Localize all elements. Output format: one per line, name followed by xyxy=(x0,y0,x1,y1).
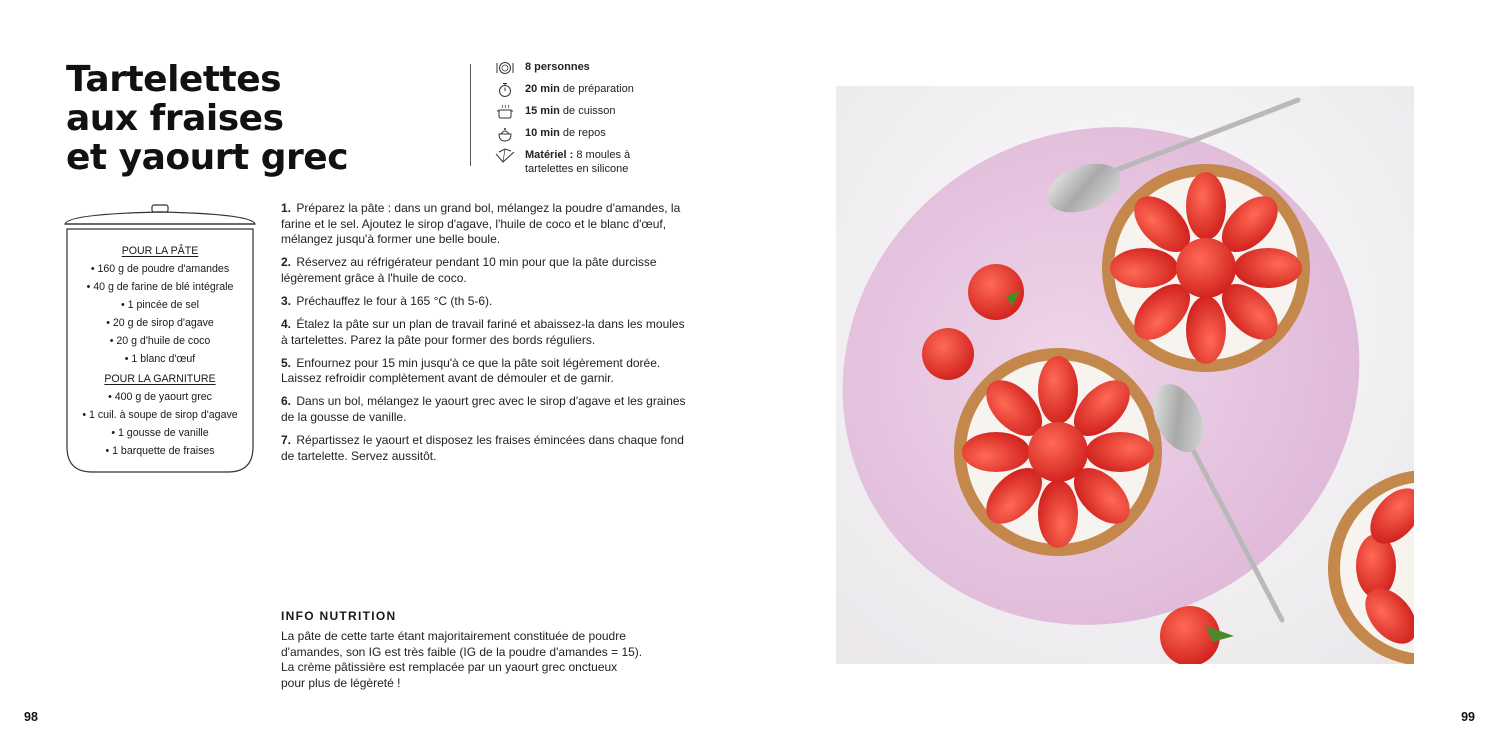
step-text: Enfournez pour 15 min jusqu'à ce que la pâte soit légèrement dorée. Laissez refroidir complètement avant de démouler et de garnir. xyxy=(281,355,661,386)
rest-bowl-icon xyxy=(495,126,515,142)
step-7 xyxy=(281,433,693,464)
recipe-meta xyxy=(495,60,665,182)
step-number: 7. xyxy=(281,433,292,448)
cooking-pot-icon xyxy=(495,104,515,120)
meta-equipment xyxy=(495,148,665,176)
page-number-left: 98 xyxy=(24,710,38,724)
step-2 xyxy=(281,255,693,286)
equipment-value: 8 moules à tartelettes en silicone xyxy=(525,149,631,175)
ingredients-list xyxy=(66,242,254,460)
title-line-1: Tartelettes xyxy=(66,59,282,100)
recipe-photo xyxy=(836,86,1414,664)
ingredient-item: • 20 g de sirop d'agave xyxy=(106,317,214,329)
servings-icon xyxy=(495,60,515,76)
title-line-3: et yaourt grec xyxy=(66,137,349,178)
step-number: 3. xyxy=(281,293,292,308)
ingredient-item: • 160 g de poudre d'amandes xyxy=(90,263,230,275)
meta-rest-time xyxy=(495,126,665,142)
step-text: Étalez la pâte sur un plan de travail fariné et abaissez-la dans les moules à tartelettes. Parez la pâte pour former des bords réguliers. xyxy=(281,317,685,347)
recipe-steps xyxy=(281,201,693,472)
step-number: 4. xyxy=(281,317,292,332)
ingredient-item: • 1 cuil. à soupe de sirop d'agave xyxy=(82,409,238,421)
recipe-title xyxy=(66,60,426,177)
tartlet-bottom xyxy=(954,348,1162,556)
ingredient-item: • 1 pincée de sel xyxy=(121,299,199,311)
ingredient-item: • 40 g de farine de blé intégrale xyxy=(86,281,234,293)
step-text: Répartissez le yaourt et disposez les fraises émincées dans chaque fond de tartelette. Servez aussitôt. xyxy=(281,433,684,463)
title-line-2: aux fraises xyxy=(66,98,284,139)
step-4 xyxy=(281,317,693,348)
tartlets-illustration xyxy=(836,86,1414,664)
rest-time-value: 10 min xyxy=(525,127,560,139)
step-text: Dans un bol, mélangez le yaourt grec avec le sirop d'agave et les graines de la gousse de vanille. xyxy=(281,394,686,425)
step-number: 6. xyxy=(281,394,292,409)
prep-time-value: 20 min xyxy=(525,83,560,95)
step-number: 1. xyxy=(281,201,292,215)
meta-cook-time xyxy=(495,104,665,120)
cook-time-value: 15 min xyxy=(525,105,560,117)
ingredient-item: • 1 barquette de fraises xyxy=(105,445,215,457)
step-1 xyxy=(281,201,693,248)
equipment-label: Matériel : xyxy=(525,149,574,161)
step-text: Réservez au réfrigérateur pendant 10 min pour que la pâte durcisse légèrement grâce à l'huile de coco. xyxy=(281,255,657,285)
step-3 xyxy=(281,294,693,310)
nutrition-title: INFO NUTRITION xyxy=(281,609,397,623)
step-number: 2. xyxy=(281,255,292,270)
ingredient-item: • 1 gousse de vanille xyxy=(111,427,209,439)
ingredient-item: • 20 g d'huile de coco xyxy=(109,335,211,347)
page-number-right: 99 xyxy=(1461,710,1475,724)
step-text: Préparez la pâte : dans un grand bol, mélangez la poudre d'amandes, la farine et le sel. Ajoutez le sirop d'agave, l'huile de coco et le blanc d'œuf, mélangez jusqu'à former une belle boule. xyxy=(281,201,681,247)
garniture-section-title: POUR LA GARNITURE xyxy=(104,373,216,385)
step-number: 5. xyxy=(281,355,292,370)
nutrition-text: La pâte de cette tarte étant majoritairement constituée de poudre d'amandes, son IG est très faible (IG de la poudre d'amandes = 15). La crème pâtissière est remplacée par un yaourt grec onctueux pour plus de légèreté ! xyxy=(281,629,643,690)
nutrition-info xyxy=(281,609,691,691)
meta-prep-time xyxy=(495,82,665,98)
meta-servings xyxy=(495,60,665,76)
step-text: Préchauffez le four à 165 °C (th 5-6). xyxy=(296,293,493,308)
pate-section-title: POUR LA PÂTE xyxy=(121,245,199,257)
step-6 xyxy=(281,394,693,425)
equipment-icon xyxy=(495,148,515,164)
cook-time-label: de cuisson xyxy=(559,105,616,117)
step-5 xyxy=(281,356,693,387)
servings-value: 8 personnes xyxy=(525,61,590,73)
tartlet-top xyxy=(1102,164,1310,372)
meta-divider xyxy=(470,64,471,166)
rest-time-label: de repos xyxy=(559,127,606,139)
ingredient-item: • 1 blanc d'œuf xyxy=(124,353,196,365)
ingredient-item: • 400 g de yaourt grec xyxy=(108,391,212,403)
timer-icon xyxy=(495,82,515,98)
prep-time-label: de préparation xyxy=(559,83,634,95)
